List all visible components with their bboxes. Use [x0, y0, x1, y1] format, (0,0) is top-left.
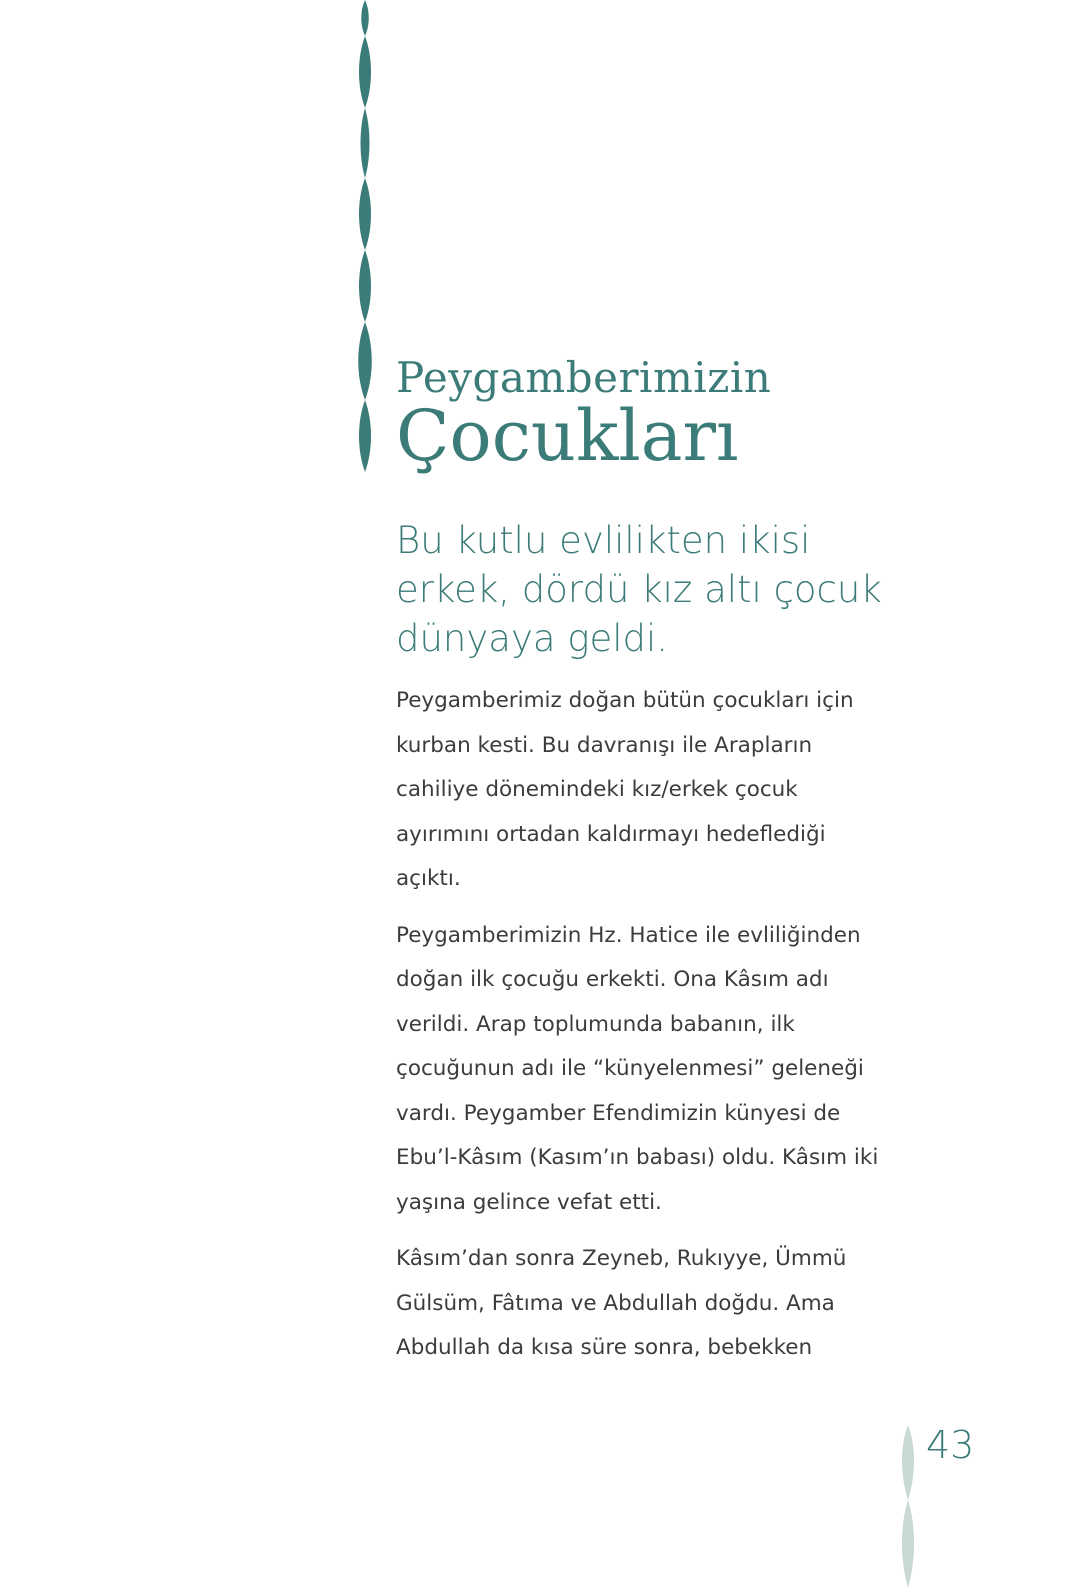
- lead-paragraph: Bu kutlu evlilikten ikisi erkek, dördü kız altı çocuk dünyaya geldi.: [396, 519, 882, 660]
- title-line-1: Peygamberimizin: [396, 353, 772, 402]
- paragraph: Kâsım’dan sonra Zeyneb, Rukıyye, Ümmü Gülsüm, Fâtıma ve Abdullah doğdu. Ama Abdullah da kısa süre sonra, bebekken: [396, 1246, 847, 1360]
- paragraph: Peygamberimizin Hz. Hatice ile evliliğinden doğan ilk çocuğu erkekti. Ona Kâsım adı verildi. Arap toplumunda babanın, ilk çocuğunun adı ile “künyelenmesi” geleneği vardı. Peygamber Efendimizin künyesi de Ebu’l-Kâsım (Kasım’ın babası) oldu. Kâsım iki yaşına gelince vefat etti.: [396, 922, 879, 1215]
- title-line-2: Çocukları: [396, 395, 739, 477]
- body-text: [396, 679, 886, 1383]
- page-title: [396, 352, 772, 477]
- page-number: 43: [926, 1423, 975, 1467]
- vertical-ornament-icon: [350, 0, 380, 480]
- page-ornament-icon: [896, 1425, 920, 1588]
- paragraph: Peygamberimiz doğan bütün çocukları için kurban kesti. Bu davranışı ile Arapların cahiliye dönemindeki kız/erkek çocuk ayırımını ortadan kaldırmayı hedeflediği açıktı.: [396, 688, 854, 891]
